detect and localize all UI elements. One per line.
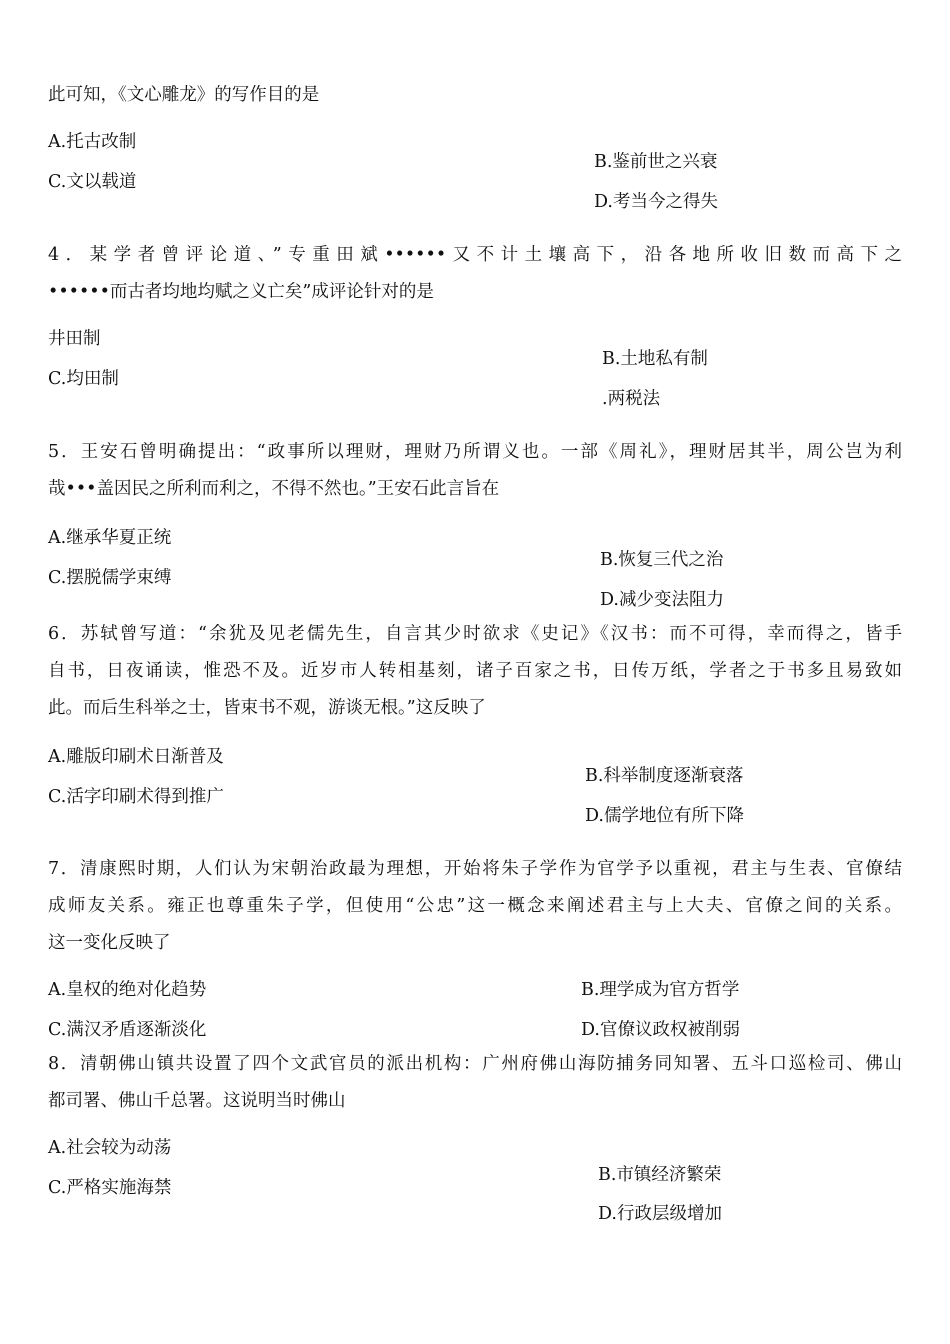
q5-option-a[interactable]: A.继承华夏正统 <box>48 528 172 548</box>
q7-option-b[interactable]: B.理学成为官方哲学 <box>581 980 740 1000</box>
q6-option-a[interactable]: A.雕版印刷术日渐普及 <box>48 747 224 767</box>
q6-stem-line-1: 6．苏轼曾写道：“余犹及见老儒先生，自言其少时欲求《史记》《汉书：而不可得，幸而得之，皆手 <box>48 624 902 644</box>
q7-option-d[interactable]: D.官僚议政权被削弱 <box>581 1020 740 1040</box>
q8-option-b[interactable]: B.市镇经济繁荣 <box>598 1165 722 1185</box>
q3-stem: 此可知，《文心雕龙》的写作目的是 <box>48 85 320 105</box>
q4-option-a[interactable]: 井田制 <box>48 329 101 349</box>
q7-stem-line-2: 成师友关系。雍正也尊重朱子学，但使用“公忠”这一概念来阐述君主与上大夫、官僚之间的关系。 <box>48 896 902 916</box>
q3-option-a[interactable]: A.托古改制 <box>48 132 137 152</box>
q5-option-d[interactable]: D.减少变法阻力 <box>600 590 724 610</box>
q3-option-c[interactable]: C.文以载道 <box>48 172 137 192</box>
q6-stem-line-2: 自书，日夜诵读，惟恐不及。近岁市人转相基刻，诸子百家之书，日传万纸，学者之于书多且易致如 <box>48 661 902 681</box>
q4-stem-line-1: 4．某学者曾评论道、”专重田斌••••••又不计土壤高下，沿各地所收旧数而高下之 <box>48 245 902 265</box>
q6-option-c[interactable]: C.活字印刷术得到推广 <box>48 787 224 807</box>
q5-option-b[interactable]: B.恢复三代之治 <box>600 550 724 570</box>
q7-option-a[interactable]: A.皇权的绝对化趋势 <box>48 980 207 1000</box>
q5-stem-line-1: 5．王安石曾明确提出：“政事所以理财，理财乃所谓义也。一部《周礼》，理财居其半，周公岂为利 <box>48 442 902 462</box>
q8-stem-line-2: 都司署、佛山千总署。这说明当时佛山 <box>48 1091 346 1111</box>
q7-stem-line-3: 这一变化反映了 <box>48 933 171 953</box>
q8-option-c[interactable]: C.严格实施海禁 <box>48 1178 172 1198</box>
q8-option-d[interactable]: D.行政层级增加 <box>598 1204 722 1224</box>
q7-option-c[interactable]: C.满汉矛盾逐渐淡化 <box>48 1020 207 1040</box>
q4-stem-line-2: ••••••而古者均地均赋之义亡矣”成评论针对的是 <box>48 282 434 302</box>
q5-option-c[interactable]: C.摆脱儒学束缚 <box>48 568 172 588</box>
q6-stem-line-3: 此。而后生科举之士，皆束书不观，游谈无根。”这反映了 <box>48 698 486 718</box>
q4-option-b[interactable]: B.土地私有制 <box>602 349 708 369</box>
q8-stem-line-1: 8．清朝佛山镇共设置了四个文武官员的派出机构：广州府佛山海防捕务同知署、五斗口巡检司、佛山 <box>48 1054 902 1074</box>
q4-option-d[interactable]: .两税法 <box>602 389 661 409</box>
q5-stem-line-2: 哉•••盖因民之所利而利之，不得不然也。”王安石此言旨在 <box>48 479 500 499</box>
q3-option-d[interactable]: D.考当今之得失 <box>594 192 718 212</box>
q7-stem-line-1: 7．清康熙时期，人们认为宋朝治政最为理想，开始将朱子学作为官学予以重视，君主与生表、官僚结 <box>48 859 902 879</box>
q6-option-b[interactable]: B.科举制度逐渐衰落 <box>585 766 744 786</box>
q4-option-c[interactable]: C.均田制 <box>48 369 119 389</box>
q8-option-a[interactable]: A.社会较为动荡 <box>48 1138 172 1158</box>
q6-option-d[interactable]: D.儒学地位有所下降 <box>585 806 744 826</box>
q3-option-b[interactable]: B.鉴前世之兴衰 <box>594 152 718 172</box>
